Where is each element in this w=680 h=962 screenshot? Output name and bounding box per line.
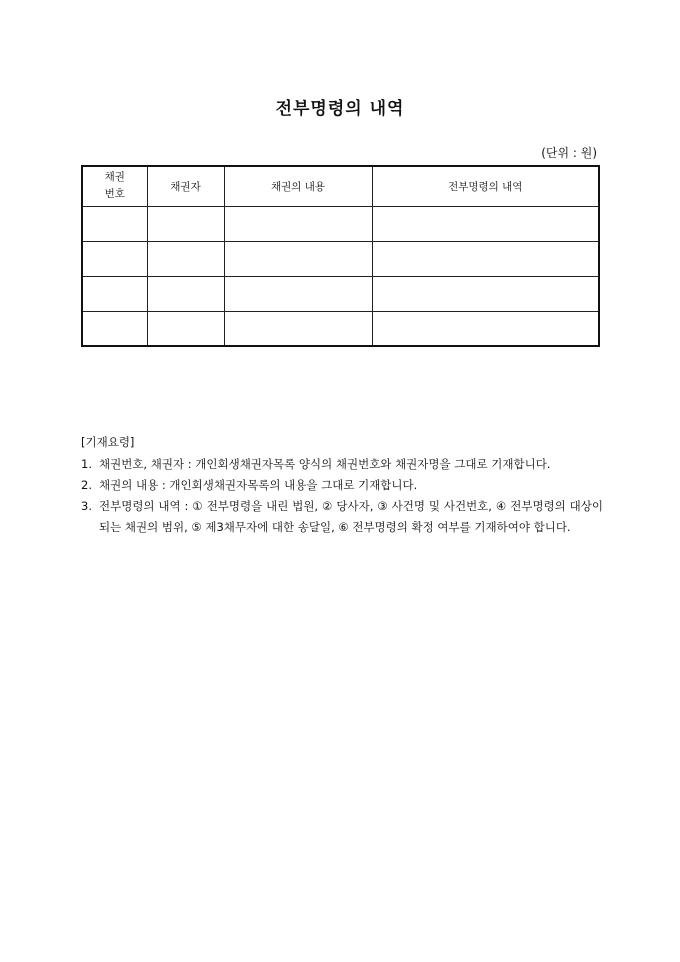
- header-claim-number-line1: 채권: [104, 171, 125, 184]
- instruction-number: 3.: [81, 499, 92, 513]
- table-header-row: [82, 166, 599, 206]
- table-cell[interactable]: [372, 311, 599, 346]
- table-cell[interactable]: [147, 206, 224, 241]
- table-cell[interactable]: [82, 206, 147, 241]
- table-cell[interactable]: [82, 241, 147, 276]
- header-claim-number-line2: 번호: [104, 188, 125, 201]
- table-cell[interactable]: [147, 311, 224, 346]
- document-title: 전부명령의 내역: [275, 99, 405, 119]
- table-row: [82, 206, 599, 241]
- header-creditor: 채권자: [147, 166, 224, 206]
- table-row: [82, 276, 599, 311]
- table-row: [82, 241, 599, 276]
- unit-label: (단위 : 원): [541, 146, 597, 160]
- table-cell[interactable]: [224, 311, 372, 346]
- instruction-item: [81, 454, 603, 475]
- creditor-table: [81, 165, 600, 347]
- table-cell[interactable]: [147, 276, 224, 311]
- instruction-number: 2.: [81, 478, 92, 492]
- table-cell[interactable]: [372, 206, 599, 241]
- instruction-text: 채권의 내용 : 개인회생채권자목록의 내용을 그대로 기재합니다.: [99, 478, 418, 492]
- table-cell[interactable]: [372, 241, 599, 276]
- instruction-text: 채권번호, 채권자 : 개인회생채권자목록 양식의 채권번호와 채권자명을 그대로 기재합니다.: [99, 457, 551, 471]
- instruction-text: 전부명령의 내역 : ① 전부명령을 내린 법원, ② 당사자, ③ 사건명 및 사건번호, ④ 전부명령의 대상이 되는 채권의 범위, ⑤ 제3채무자에 대한 송달일, ⑥ 전부명령의 확정 여부를 기재하여야 합니다.: [99, 499, 603, 534]
- table-cell[interactable]: [82, 311, 147, 346]
- table-cell[interactable]: [372, 276, 599, 311]
- header-claim-number: [82, 166, 147, 206]
- table-cell[interactable]: [224, 206, 372, 241]
- table-cell[interactable]: [224, 241, 372, 276]
- table-cell[interactable]: [224, 276, 372, 311]
- table-cell[interactable]: [147, 241, 224, 276]
- table-row: [82, 311, 599, 346]
- header-assignment-order-details: 전부명령의 내역: [372, 166, 599, 206]
- instruction-number: 1.: [81, 457, 92, 471]
- writing-instructions: [81, 432, 603, 538]
- header-claim-content: 채권의 내용: [224, 166, 372, 206]
- instruction-item: [81, 475, 603, 496]
- instructions-heading: [기재요령]: [81, 435, 135, 449]
- instruction-item: [81, 496, 603, 538]
- table-cell[interactable]: [82, 276, 147, 311]
